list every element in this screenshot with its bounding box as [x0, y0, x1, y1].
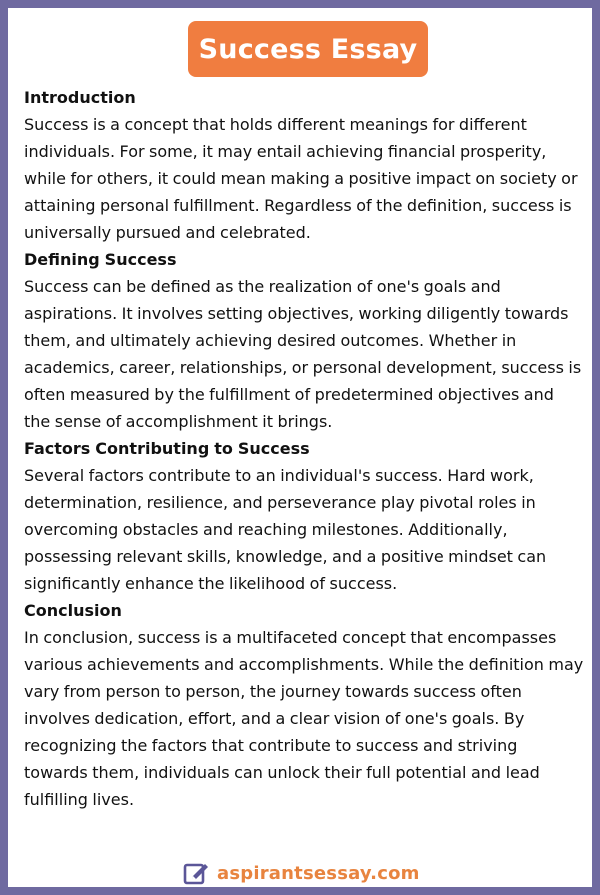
essay-body — [24, 84, 584, 813]
section-body-introduction: Success is a concept that holds different meanings for different individuals. For some, it may entail achieving financial prosperity, while for others, it could mean making a positive impact on society or attaining personal fulfillment. Regardless of the definition, success is universally pursued and celebrated. — [24, 115, 578, 242]
section-heading-defining-success: Defining Success — [24, 250, 177, 269]
section-body-conclusion: In conclusion, success is a multifaceted concept that encompasses various achievements and accomplishments. While the definition may vary from person to person, the journey towards success often involves dedication, effort, and a clear vision of one's goals. By recognizing the factors that contribute to success and striving towards them, individuals can unlock their full potential and lead fulfilling lives. — [24, 628, 584, 809]
footer-site-link[interactable]: aspirantsessay.com — [217, 862, 420, 884]
section-heading-factors: Factors Contributing to Success — [24, 439, 310, 458]
section-body-defining-success: Success can be defined as the realization of one's goals and aspirations. It involves setting objectives, working diligently towards them, and ultimately achieving desired outcomes. Whether in academics, career, relationships, or personal development, success is often measured by the fulfillment of predetermined objectives and the sense of accomplishment it brings. — [24, 277, 582, 431]
section-body-factors: Several factors contribute to an individual's success. Hard work, determination, resilience, and perseverance play pivotal roles in overcoming obstacles and reaching milestones. Additionally, possessing relevant skills, knowledge, and a positive mindset can significantly enhance the likelihood of success. — [24, 466, 547, 593]
essay-page — [8, 8, 592, 887]
section-heading-introduction: Introduction — [24, 88, 136, 107]
edit-icon — [183, 860, 211, 886]
section-heading-conclusion: Conclusion — [24, 601, 122, 620]
footer-brand[interactable] — [183, 858, 420, 888]
page-title: Success Essay — [188, 21, 428, 77]
